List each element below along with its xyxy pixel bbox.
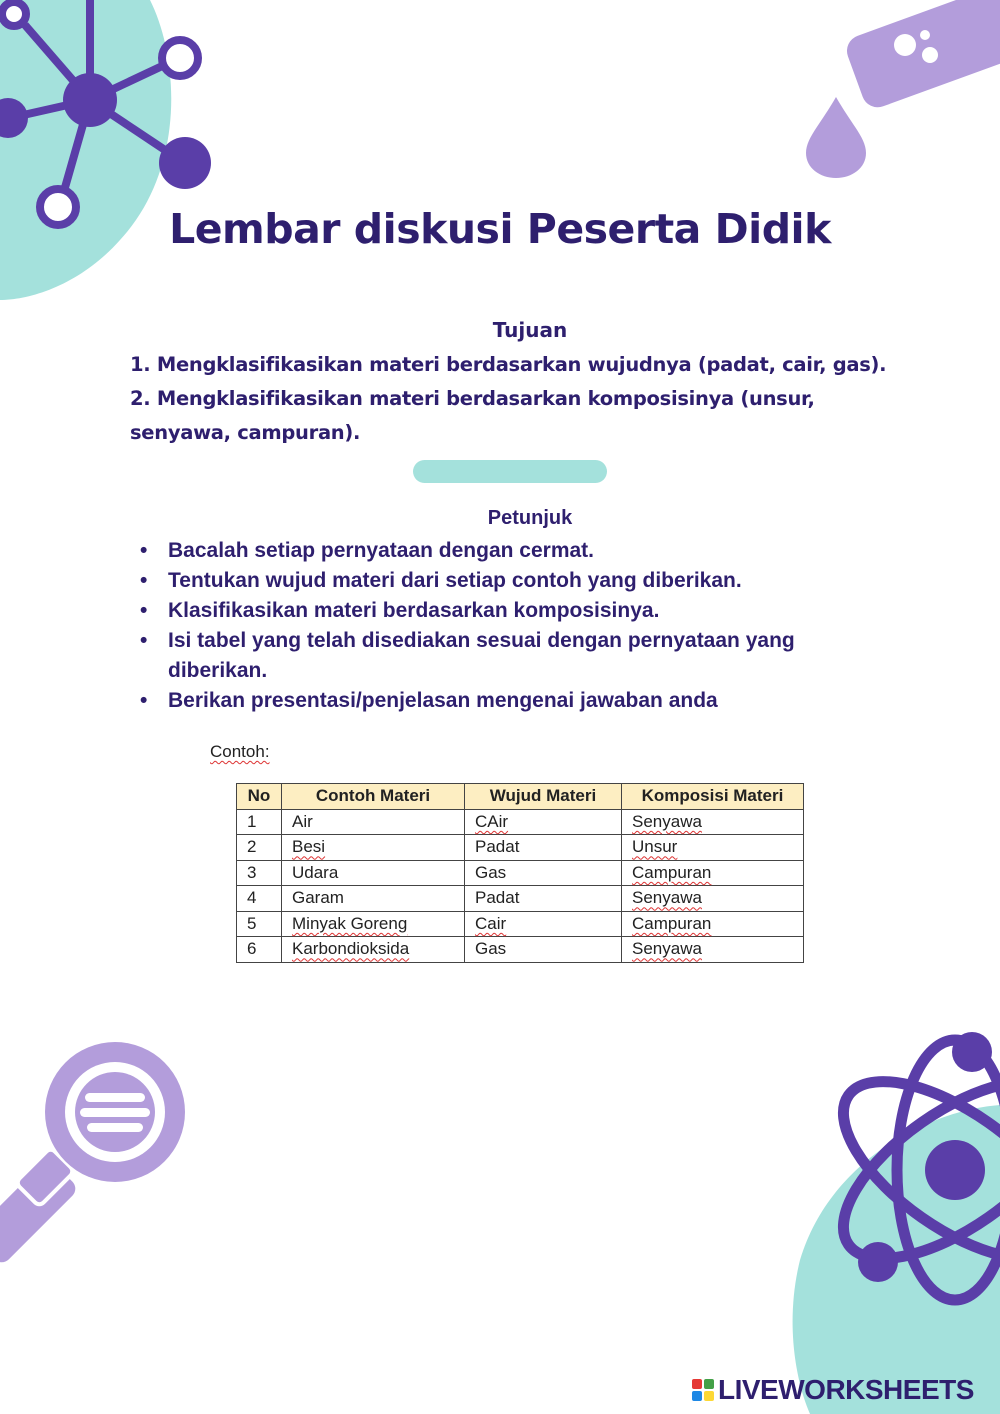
list-item: • Tentukan wujud materi dari setiap contoh yang diberikan. <box>140 566 880 596</box>
petunjuk-heading: Petunjuk <box>487 507 573 529</box>
tujuan-list <box>130 348 900 450</box>
table-cell: Besi <box>282 835 465 861</box>
column-header: No <box>237 784 282 810</box>
table-row <box>237 937 804 963</box>
table-cell: Padat <box>465 835 622 861</box>
liveworksheets-logo <box>692 1373 974 1407</box>
mint-blob-top-left <box>0 0 171 300</box>
list-item: • Bacalah setiap pernyataan dengan cermat. <box>140 536 880 566</box>
drop-icon <box>806 97 866 178</box>
table-cell: Senyawa <box>622 809 804 835</box>
test-tube-icon <box>842 0 1000 112</box>
table-cell: Campuran <box>622 911 804 937</box>
table-cell: 6 <box>237 937 282 963</box>
table-row <box>237 835 804 861</box>
table-row <box>237 911 804 937</box>
table-cell: 2 <box>237 835 282 861</box>
table-cell: Minyak Goreng <box>282 911 465 937</box>
table-row <box>237 809 804 835</box>
tujuan-item: 1. Mengklasifikasikan materi berdasarkan wujudnya (padat, cair, gas). <box>130 353 887 376</box>
table-cell: 3 <box>237 860 282 886</box>
table-cell: Padat <box>465 886 622 912</box>
table-cell: Udara <box>282 860 465 886</box>
table-cell: Cair <box>465 911 622 937</box>
table-cell: Gas <box>465 860 622 886</box>
table-cell: CAir <box>465 809 622 835</box>
list-item: • Isi tabel yang telah disediakan sesuai dengan pernyataan yang diberikan. <box>140 626 880 686</box>
table-cell: Senyawa <box>622 937 804 963</box>
page-title: Lembar diskusi Peserta Didik <box>169 205 831 253</box>
table-header-row <box>237 784 804 810</box>
contoh-label: Contoh: <box>210 742 270 761</box>
bullet-icon: • <box>140 599 148 622</box>
table-cell: 5 <box>237 911 282 937</box>
table-row <box>237 886 804 912</box>
table-cell: Gas <box>465 937 622 963</box>
logo-icon <box>692 1379 714 1401</box>
bullet-icon: • <box>140 539 148 562</box>
list-item: • Berikan presentasi/penjelasan mengenai jawaban anda <box>140 686 880 716</box>
table-cell: Karbondioksida <box>282 937 465 963</box>
column-header: Wujud Materi <box>465 784 622 810</box>
bullet-icon: • <box>140 689 148 712</box>
table-cell: 1 <box>237 809 282 835</box>
column-header: Contoh Materi <box>282 784 465 810</box>
tujuan-item: 2. Mengklasifikasikan materi berdasarkan komposisinya (unsur, senyawa, campuran). <box>130 387 815 444</box>
list-item: • Klasifikasikan materi berdasarkan komposisinya. <box>140 596 880 626</box>
magnifier-icon <box>0 1042 185 1266</box>
table-cell: Unsur <box>622 835 804 861</box>
column-header: Komposisi Materi <box>622 784 804 810</box>
bullet-icon: • <box>140 569 148 592</box>
table-cell: Senyawa <box>622 886 804 912</box>
logo-text: LIVEWORKSHEETS <box>718 1374 974 1405</box>
table-cell: Garam <box>282 886 465 912</box>
table-row <box>237 860 804 886</box>
petunjuk-list <box>140 536 880 716</box>
section-divider <box>413 460 607 483</box>
bullet-icon: • <box>140 629 148 652</box>
table-cell: Campuran <box>622 860 804 886</box>
table-cell: 4 <box>237 886 282 912</box>
tujuan-heading: Tujuan <box>492 318 568 342</box>
example-table <box>236 783 804 963</box>
table-cell: Air <box>282 809 465 835</box>
